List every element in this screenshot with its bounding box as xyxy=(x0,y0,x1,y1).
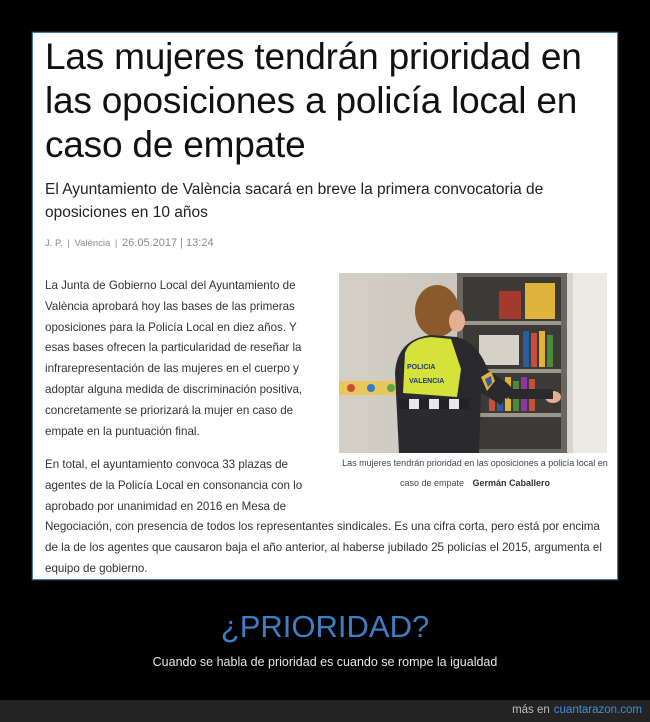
caption-text: Las mujeres tendrán prioridad en las oposiciones a policía local en caso de empate xyxy=(342,458,608,488)
article-photo xyxy=(339,273,607,453)
vest-text: VALENCIA xyxy=(409,378,445,385)
article-paragraph-2 xyxy=(45,455,607,580)
footer-prefix: más en xyxy=(512,704,550,716)
article-screenshot xyxy=(32,32,618,580)
police-officer-photo xyxy=(339,273,607,453)
site-link[interactable]: cuantarazon.com xyxy=(553,704,642,716)
byline-section: València xyxy=(74,238,111,249)
meme-title: ¿PRIORIDAD? xyxy=(220,609,430,644)
vest-text: POLICIA xyxy=(407,364,436,371)
paragraph-2-text: En total, el ayuntamiento convoca 33 plazas de agentes de la Policía Local en consonancia con lo aprobado por unanimidad en 2016 en Mesa de Negociación, con presencia de todos los representantes sindicales. Es una cifra corta, pero está por encima de la de los agentes que causaron baja el año anterior, al haberse jubilado 25 policías el 2015, argumenta el equipo de gobierno. xyxy=(45,458,602,575)
footer-bar xyxy=(0,700,650,722)
byline-separator: | xyxy=(114,238,118,249)
byline-separator: | xyxy=(67,238,70,249)
article-headline: Las mujeres tendrán prioridad en las oposiciones a policía local en caso de empate xyxy=(45,36,582,165)
article-subheadline: El Ayuntamiento de València sacará en breve la primera convocatoria de oposiciones en 10 años xyxy=(45,181,544,221)
article-byline xyxy=(45,237,216,249)
article-paragraph-1: La Junta de Gobierno Local del Ayuntamiento de València aprobará hoy las bases de las primeras oposiciones para la Policía Local en diez años. Y esas bases ofrecen la particularidad de reseñar la infrarepresentación de las mujeres en el cuerpo y adoptar alguna medida de discriminación positiva, concretamente se priorizará la mujer en caso de empate en la puntuación final. xyxy=(45,279,303,438)
byline-date: 26.05.2017 | 13:24 xyxy=(122,237,214,249)
photo-credit: Germán Caballero xyxy=(472,478,551,488)
byline-author: J. P. xyxy=(45,238,63,249)
meme-subtitle: Cuando se habla de prioridad es cuando se rompe la igualdad xyxy=(152,655,498,669)
footer-text xyxy=(512,704,642,716)
